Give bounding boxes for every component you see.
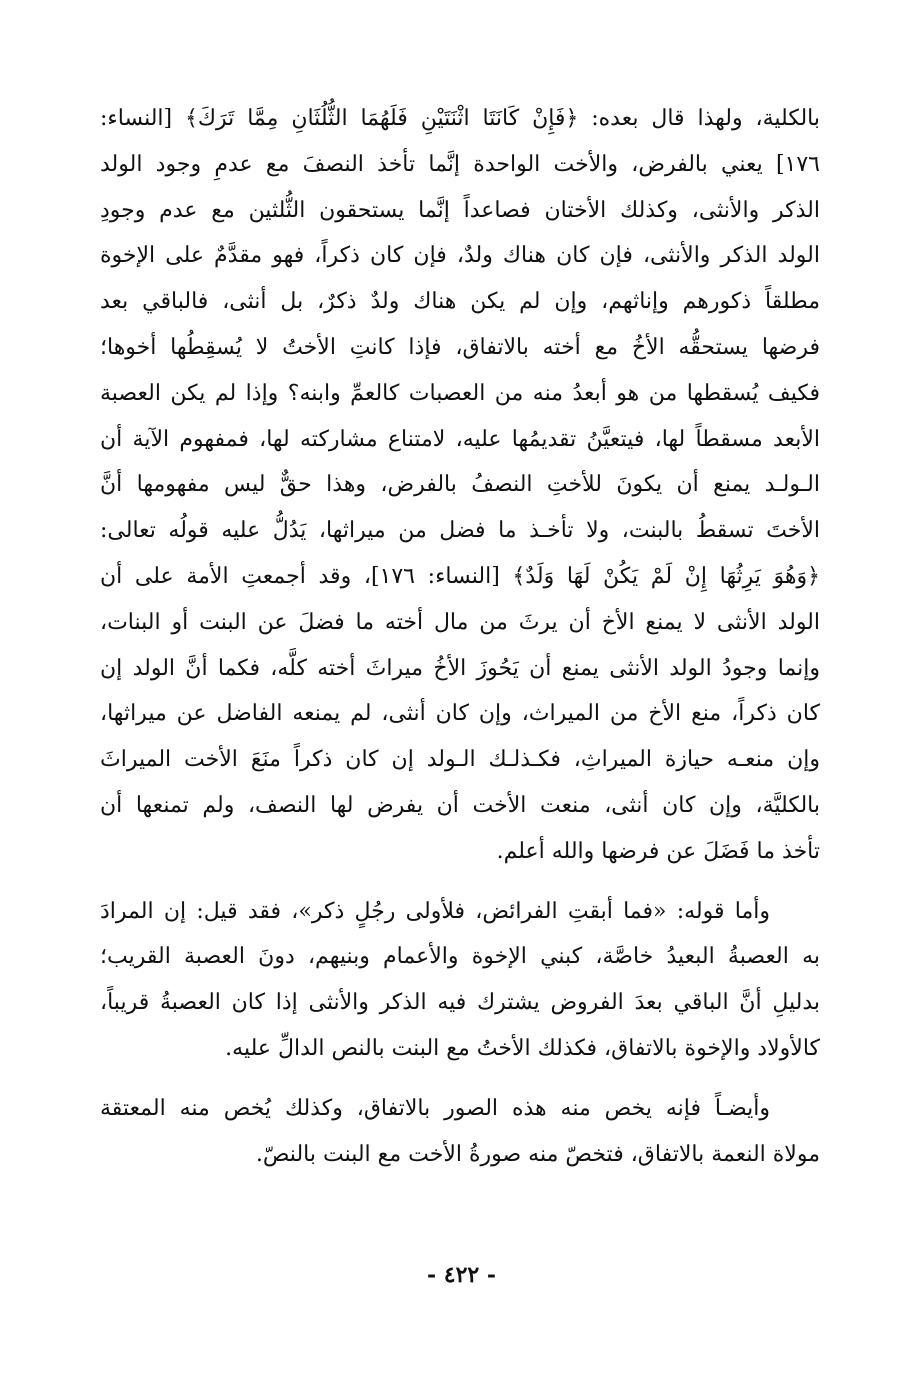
text-line: كان ذكراً، منع الأخ من الميراث، وإن كان أنثى، لم يمنعه الفاضل عن ميراثها،	[100, 701, 820, 727]
text-line: تأخذ ما فَضَلَ عن فرضها والله أعلم.	[496, 838, 820, 864]
text-line: بالكلية، ولهذا قال بعده: ﴿فَإِنْ كَانَتَا اثْنَتَيْنِ فَلَهُمَا الثُّلُثَانِ مِمَّا تَرَكَ﴾ [النساء:	[100, 106, 820, 131]
text-line: الـولـد يمنع أن يكونَ للأختِ النصفُ بالفرض، وهذا حقٌّ ليس مفهومها أنَّ	[100, 472, 820, 498]
text-line: وإن منعـه حيازة الميراثِ، فكـذلـك الـولد إن كان ذكراً منَعَ الأخت الميراثَ	[100, 747, 820, 773]
text-line: كالأولاد والإخوة بالاتفاق، فكذلك الأختُ مع البنت بالنص الدالِّ عليه.	[225, 1035, 820, 1061]
text-line: الذكر والأنثى، وكذلك الأختان فصاعداً إنَّما يستحقون الثُّلثين مع عدم وجودِ	[100, 197, 820, 223]
text-line: مولاة النعمة بالاتفاق، فتخصّ منه صورةُ الأخت مع البنت بالنصّ.	[255, 1141, 820, 1167]
text-line: بالكليَّة، وإن كان أنثى، منعت الأخت أن يفرض لها النصف، ولم تمنعها أن	[100, 792, 820, 818]
text-line: وإنما وجودُ الولد الأنثى يمنع أن يَحُوزَ الأخُ ميراثَ أخته كلَّه، فكما أنَّ الولد إن	[100, 655, 820, 681]
text-line: فكيف يُسقطها من هو أبعدُ منه من العصبات كالعمِّ وابنه؟ وإذا لم يكن العصبة	[100, 380, 820, 406]
page-body	[100, 96, 820, 1177]
page-number: - ٤٢٢ -	[426, 1262, 497, 1288]
text-line: فرضها يستحقُّه الأخُ مع أخته بالاتفاق، فإذا كانتِ الأختُ لا يُسقِطُها أخوها؛	[100, 334, 820, 360]
text-line: الولد الذكر والأنثى، فإن كان هناك ولدٌ، فإن كان ذكراً، فهو مقدَّمٌ على الإخوة	[100, 243, 820, 269]
text-line: وأيضـاً فإنه يخص منه هذه الصور بالاتفاق، وكذلك يُخص منه المعتقة	[100, 1095, 770, 1121]
text-line: الولد الأنثى لا يمنع الأخ أن يرثَ من مال أخته ما فضلَ عن البنت أو البنات،	[100, 609, 820, 635]
paragraph-gap	[100, 875, 820, 889]
paragraph-2	[100, 889, 820, 1072]
text-line: الأختَ تسقطُ بالبنت، ولا تأخـذ ما فضل من ميراثها، يَدُلُّ عليه قولُه تعالى:	[100, 518, 820, 544]
text-line: ١٧٦] يعني بالفرض، والأخت الواحدة إنَّما تأخذ النصفَ مع عدمِ وجود الولد	[100, 151, 820, 177]
text-line: به العصبةُ البعيدُ خاصَّة، كبني الإخوة والأعمام وبنيهم، دونَ العصبة القريب؛	[100, 944, 820, 970]
text-line: ﴿وَهُوَ يَرِثُهَا إِنْ لَمْ يَكُنْ لَهَا وَلَدٌ﴾ [النساء: ١٧٦]، وقد أجمعتِ الأمة على أن	[100, 563, 820, 589]
paragraph-gap	[100, 1072, 820, 1086]
text-line: بدليلِ أنَّ الباقي بعدَ الفروض يشترك فيه الذكر والأنثى إذا كان العصبةُ قريباً،	[100, 990, 820, 1016]
paragraph-1	[100, 96, 820, 875]
text-line: الأبعد مسقطاً لها، فيتعيَّنُ تقديمُها عليه، لامتناع مشاركته لها، فمفهوم الآية أن	[100, 426, 820, 452]
text-line: وأما قوله: «فما أبقتِ الفرائض، فلأولى رجُلٍ ذكر»، فقد قيل: إن المرادَ	[100, 898, 770, 924]
text-line: مطلقاً ذكورهم وإناثهم، وإن لم يكن هناك ولدٌ ذكرٌ، بل أنثى، فالباقي بعد	[100, 289, 820, 315]
paragraph-3	[100, 1086, 820, 1178]
